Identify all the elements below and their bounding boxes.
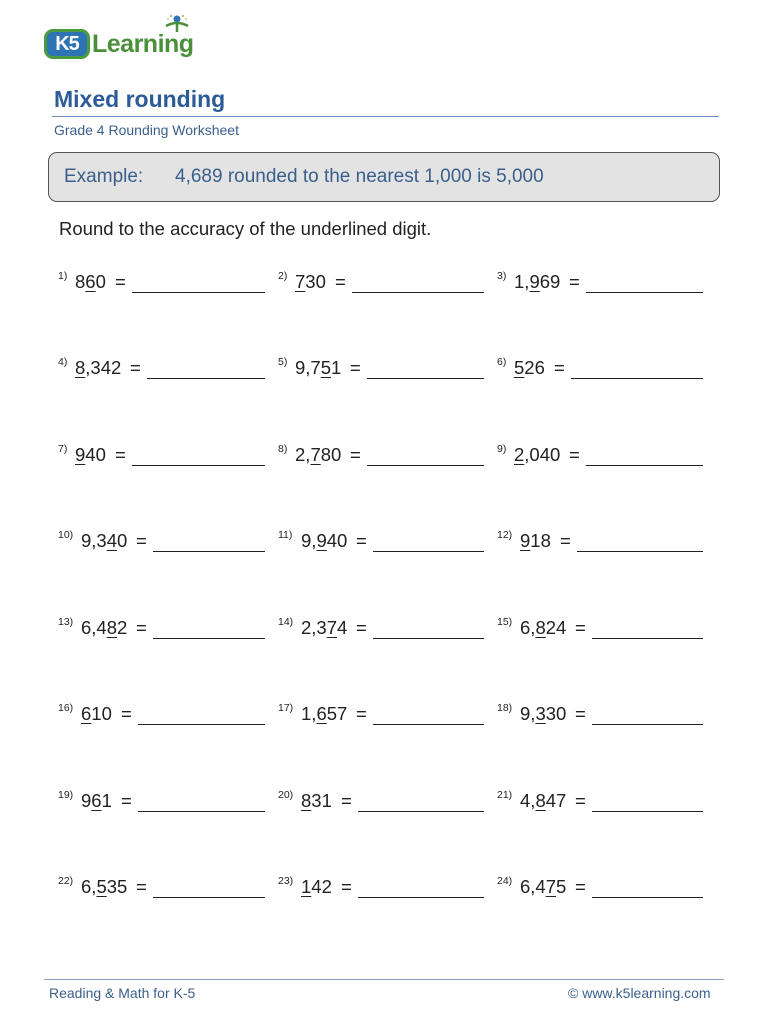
underlined-digit: 5	[96, 876, 107, 897]
answer-blank[interactable]	[132, 292, 265, 293]
problem-number: 12)	[497, 529, 513, 541]
value-leading-digits: 4,	[520, 790, 536, 811]
underlined-digit: 5	[514, 357, 525, 378]
answer-blank[interactable]	[358, 811, 484, 812]
value-trailing-digits: 5	[556, 876, 567, 897]
equals-sign: =	[115, 444, 126, 465]
answer-blank[interactable]	[571, 378, 703, 379]
underlined-digit: 6	[81, 703, 92, 724]
problem-number: 9)	[497, 443, 507, 455]
value-leading-digits: 9,	[520, 703, 536, 724]
problem-number-value	[81, 617, 127, 639]
problem-number: 11)	[278, 529, 293, 541]
problem-item	[278, 789, 484, 815]
value-trailing-digits: 42	[311, 876, 332, 897]
logo-wordmark	[92, 30, 194, 59]
problem-number-value	[301, 790, 332, 812]
equals-sign: =	[575, 876, 586, 897]
equals-sign: =	[350, 444, 361, 465]
equals-sign: =	[554, 357, 565, 378]
problem-number-value	[301, 703, 347, 725]
problem-number-value	[514, 271, 560, 293]
value-trailing-digits: 4	[337, 617, 348, 638]
problem-item	[58, 443, 265, 469]
equals-sign: =	[121, 703, 132, 724]
value-trailing-digits: 40	[326, 530, 348, 551]
problem-item	[497, 875, 703, 901]
problem-number: 14)	[278, 616, 294, 628]
problem-item	[58, 616, 265, 642]
problem-number-value	[301, 876, 332, 898]
underlined-digit: 8	[75, 357, 86, 378]
problem-number-value	[295, 357, 341, 379]
problem-number: 15)	[497, 616, 513, 628]
problem-item	[58, 875, 265, 901]
problem-item	[278, 529, 484, 555]
underlined-digit: 6	[91, 790, 102, 811]
problem-number: 17)	[278, 702, 294, 714]
answer-blank[interactable]	[577, 551, 703, 552]
equals-sign: =	[136, 617, 147, 638]
problem-number: 5)	[278, 356, 288, 368]
problem-number: 23)	[278, 875, 294, 887]
value-trailing-digits: 35	[106, 876, 128, 897]
answer-blank[interactable]	[592, 897, 703, 898]
value-trailing-digits: 26	[524, 357, 545, 378]
value-trailing-digits: 30	[545, 703, 567, 724]
problem-item	[278, 443, 484, 469]
answer-blank[interactable]	[352, 292, 484, 293]
underlined-digit: 9	[520, 530, 531, 551]
answer-blank[interactable]	[153, 638, 265, 639]
underlined-digit: 7	[326, 617, 338, 638]
problem-item	[497, 356, 703, 382]
underlined-digit: 1	[301, 876, 312, 897]
equals-sign: =	[356, 530, 367, 551]
problem-item	[497, 443, 703, 469]
problem-number-value	[75, 271, 106, 293]
underlined-digit: 6	[316, 703, 327, 724]
value-trailing-digits: 1	[331, 357, 342, 378]
problem-item	[278, 875, 484, 901]
equals-sign: =	[575, 790, 586, 811]
value-leading-digits: 1,	[301, 703, 317, 724]
problem-item	[497, 789, 703, 815]
value-trailing-digits: 0	[117, 530, 128, 551]
underlined-digit: 8	[535, 790, 546, 811]
person-figure-icon	[162, 14, 192, 36]
value-trailing-digits: 0	[95, 271, 106, 292]
underlined-digit: 9	[529, 271, 540, 292]
example-box	[48, 152, 720, 202]
value-trailing-digits: 80	[320, 444, 342, 465]
answer-blank[interactable]	[358, 897, 484, 898]
problem-item	[58, 529, 265, 555]
value-trailing-digits: 18	[530, 530, 551, 551]
problem-item	[497, 702, 703, 728]
problem-number: 4)	[58, 356, 68, 368]
problem-number-value	[301, 530, 347, 552]
underlined-digit: 7	[545, 876, 557, 897]
answer-blank[interactable]	[586, 465, 703, 466]
equals-sign: =	[136, 530, 147, 551]
value-leading-digits: 6,	[81, 876, 97, 897]
problem-number: 8)	[278, 443, 288, 455]
equals-sign: =	[341, 790, 352, 811]
footer-tagline: Reading & Math for K-5	[49, 985, 196, 1001]
underlined-digit: 7	[295, 271, 306, 292]
problem-number-value	[81, 876, 127, 898]
equals-sign: =	[560, 530, 571, 551]
problem-number: 24)	[497, 875, 513, 887]
problem-number-value	[514, 357, 545, 379]
problem-number: 19)	[58, 789, 74, 801]
answer-blank[interactable]	[153, 551, 265, 552]
answer-blank[interactable]	[373, 638, 484, 639]
equals-sign: =	[569, 444, 580, 465]
problem-number-value	[81, 790, 112, 812]
underlined-digit: 8	[535, 617, 546, 638]
answer-blank[interactable]	[153, 897, 265, 898]
problem-number: 16)	[58, 702, 74, 714]
problem-item	[278, 356, 484, 382]
problem-item	[58, 270, 265, 296]
answer-blank[interactable]	[586, 292, 703, 293]
title-divider	[52, 116, 719, 117]
underlined-digit: 7	[310, 444, 321, 465]
underlined-digit: 9	[75, 444, 86, 465]
problem-number-value	[295, 271, 326, 293]
value-leading-digits: 9,3	[81, 530, 107, 551]
underlined-digit: 2	[514, 444, 525, 465]
problem-number-value	[520, 617, 566, 639]
problem-number: 22)	[58, 875, 74, 887]
problem-number-value	[75, 357, 121, 379]
problem-number-value	[520, 790, 566, 812]
problem-item	[497, 529, 703, 555]
value-trailing-digits: 31	[311, 790, 332, 811]
value-leading-digits: 9,7	[295, 357, 321, 378]
k5-badge	[44, 29, 90, 59]
instructions: Round to the accuracy of the underlined digit.	[59, 218, 432, 239]
problem-number-value	[81, 703, 112, 725]
problem-item	[278, 270, 484, 296]
underlined-digit: 5	[320, 357, 332, 378]
value-trailing-digits: 69	[539, 271, 561, 292]
equals-sign: =	[136, 876, 147, 897]
page-subtitle: Grade 4 Rounding Worksheet	[54, 122, 239, 138]
problem-number-value	[81, 530, 127, 552]
problem-number: 6)	[497, 356, 507, 368]
value-trailing-digits: 10	[91, 703, 112, 724]
value-trailing-digits: 2	[117, 617, 128, 638]
example-label: Example:	[64, 166, 144, 187]
underlined-digit: 6	[85, 271, 96, 292]
value-trailing-digits: 30	[305, 271, 326, 292]
answer-blank[interactable]	[132, 465, 265, 466]
value-trailing-digits: 24	[545, 617, 567, 638]
footer-divider	[44, 979, 724, 980]
value-trailing-digits: ,040	[524, 444, 561, 465]
answer-blank[interactable]	[592, 638, 703, 639]
problem-number-value	[514, 444, 560, 466]
value-leading-digits: 2,3	[301, 617, 327, 638]
equals-sign: =	[335, 271, 346, 292]
problem-number-value	[520, 530, 551, 552]
value-leading-digits: 9,	[301, 530, 317, 551]
underlined-digit: 8	[301, 790, 312, 811]
value-trailing-digits: 1	[101, 790, 112, 811]
value-leading-digits: 8	[75, 271, 86, 292]
answer-blank[interactable]	[592, 724, 703, 725]
problem-item	[278, 702, 484, 728]
problem-item	[58, 356, 265, 382]
answer-blank[interactable]	[367, 465, 484, 466]
equals-sign: =	[341, 876, 352, 897]
problem-number-value	[520, 703, 566, 725]
equals-sign: =	[569, 271, 580, 292]
problem-item	[58, 789, 265, 815]
logo-word-text: Learning	[92, 29, 194, 58]
equals-sign: =	[356, 617, 367, 638]
value-leading-digits: 1,	[514, 271, 530, 292]
problem-number-value	[301, 617, 347, 639]
problem-number-value	[520, 876, 566, 898]
problem-item	[497, 270, 703, 296]
value-trailing-digits: ,342	[85, 357, 122, 378]
footer-website: © www.k5learning.com	[568, 985, 711, 1001]
value-leading-digits: 2,	[295, 444, 311, 465]
value-trailing-digits: 57	[326, 703, 348, 724]
problem-number: 1)	[58, 270, 68, 282]
problem-number: 18)	[497, 702, 513, 714]
example-text: 4,689 rounded to the nearest 1,000 is 5,000	[175, 166, 544, 187]
equals-sign: =	[356, 703, 367, 724]
answer-blank[interactable]	[373, 551, 484, 552]
answer-blank[interactable]	[373, 724, 484, 725]
answer-blank[interactable]	[138, 811, 265, 812]
value-leading-digits: 6,4	[81, 617, 107, 638]
value-leading-digits: 6,4	[520, 876, 546, 897]
page-title: Mixed rounding	[54, 86, 226, 112]
answer-blank[interactable]	[367, 378, 484, 379]
value-trailing-digits: 47	[545, 790, 567, 811]
answer-blank[interactable]	[147, 378, 265, 379]
problem-number: 13)	[58, 616, 74, 628]
equals-sign: =	[350, 357, 361, 378]
k5-learning-logo	[44, 22, 194, 66]
answer-blank[interactable]	[138, 724, 265, 725]
equals-sign: =	[575, 617, 586, 638]
problem-item	[278, 616, 484, 642]
equals-sign: =	[130, 357, 141, 378]
equals-sign: =	[121, 790, 132, 811]
underlined-digit: 4	[106, 530, 118, 551]
problem-number: 20)	[278, 789, 294, 801]
problem-number: 10)	[58, 529, 74, 541]
problem-number-value	[75, 444, 106, 466]
problem-number: 21)	[497, 789, 513, 801]
underlined-digit: 3	[535, 703, 546, 724]
problem-number: 3)	[497, 270, 507, 282]
problem-number-value	[295, 444, 341, 466]
answer-blank[interactable]	[592, 811, 703, 812]
value-leading-digits: 6,	[520, 617, 536, 638]
underlined-digit: 9	[316, 530, 327, 551]
problem-number: 7)	[58, 443, 68, 455]
problem-item	[497, 616, 703, 642]
equals-sign: =	[115, 271, 126, 292]
value-leading-digits: 9	[81, 790, 92, 811]
equals-sign: =	[575, 703, 586, 724]
problem-number: 2)	[278, 270, 288, 282]
logo-badge-text: K5	[55, 32, 79, 55]
underlined-digit: 8	[106, 617, 118, 638]
value-trailing-digits: 40	[85, 444, 106, 465]
problem-item	[58, 702, 265, 728]
